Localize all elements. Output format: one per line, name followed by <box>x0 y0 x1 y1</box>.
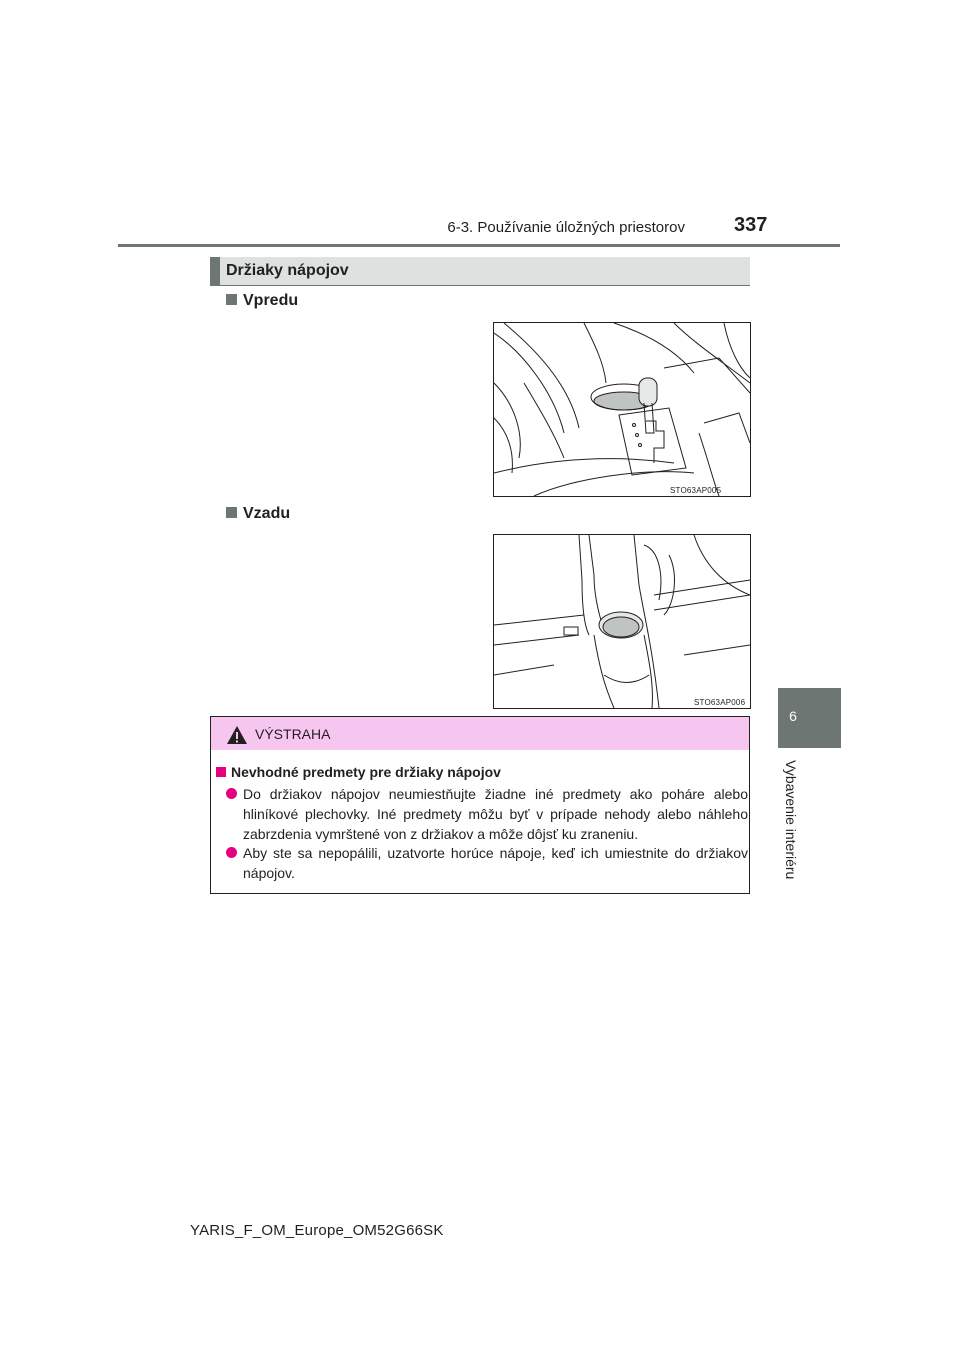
chapter-tab-label-text: Vybavenie interiéru <box>783 760 799 880</box>
chapter-title: 6-3. Používanie úložných priestorov <box>447 219 685 236</box>
warning-bullet-text: Aby ste sa nepopálili, uzatvorte horúce nápoje, keď ich umiestnite do držiakov nápojov. <box>243 845 748 881</box>
front-console-illustration <box>494 323 750 496</box>
square-bullet-icon <box>226 507 237 518</box>
figure-rear-cupholder <box>493 534 751 709</box>
footer-document-code: YARIS_F_OM_Europe_OM52G66SK <box>190 1222 444 1239</box>
figure-rear-code: STO63AP006 <box>694 698 746 707</box>
warning-subheading-text: Nevhodné predmety pre držiaky nápojov <box>231 764 501 780</box>
subsection-rear <box>226 505 290 523</box>
subsection-front-title: Vpredu <box>243 292 299 309</box>
square-bullet-icon <box>216 767 226 777</box>
section-title: Držiaky nápojov <box>226 262 349 279</box>
figure-front-cupholder <box>493 322 751 497</box>
warning-bullet-text: Do držiakov nápojov neumiestňujte žiadne iné predmety ako poháre alebo hliníkové plechovky. Iné predmety môžu byť v prípade nehody alebo náhleho zabrzdenia vymrštené von z držiakov a môže dôjsť ku zraneniu. <box>243 786 748 842</box>
chapter-tab-label <box>783 760 803 930</box>
figure-front-code: STO63AP005 <box>670 486 722 495</box>
bullet-dot-icon <box>226 788 237 799</box>
chapter-tab-number: 6 <box>789 708 797 724</box>
warning-triangle-icon <box>226 725 248 750</box>
page-number: 337 <box>734 214 768 236</box>
warning-subheading <box>216 764 501 780</box>
rear-console-illustration <box>494 535 750 708</box>
warning-title: VÝSTRAHA <box>255 726 331 742</box>
subsection-rear-title: Vzadu <box>243 505 291 522</box>
square-bullet-icon <box>226 294 237 305</box>
subsection-front <box>226 292 298 310</box>
section-heading-accent <box>210 257 220 286</box>
bullet-dot-icon <box>226 847 237 858</box>
header-rule <box>118 244 840 247</box>
